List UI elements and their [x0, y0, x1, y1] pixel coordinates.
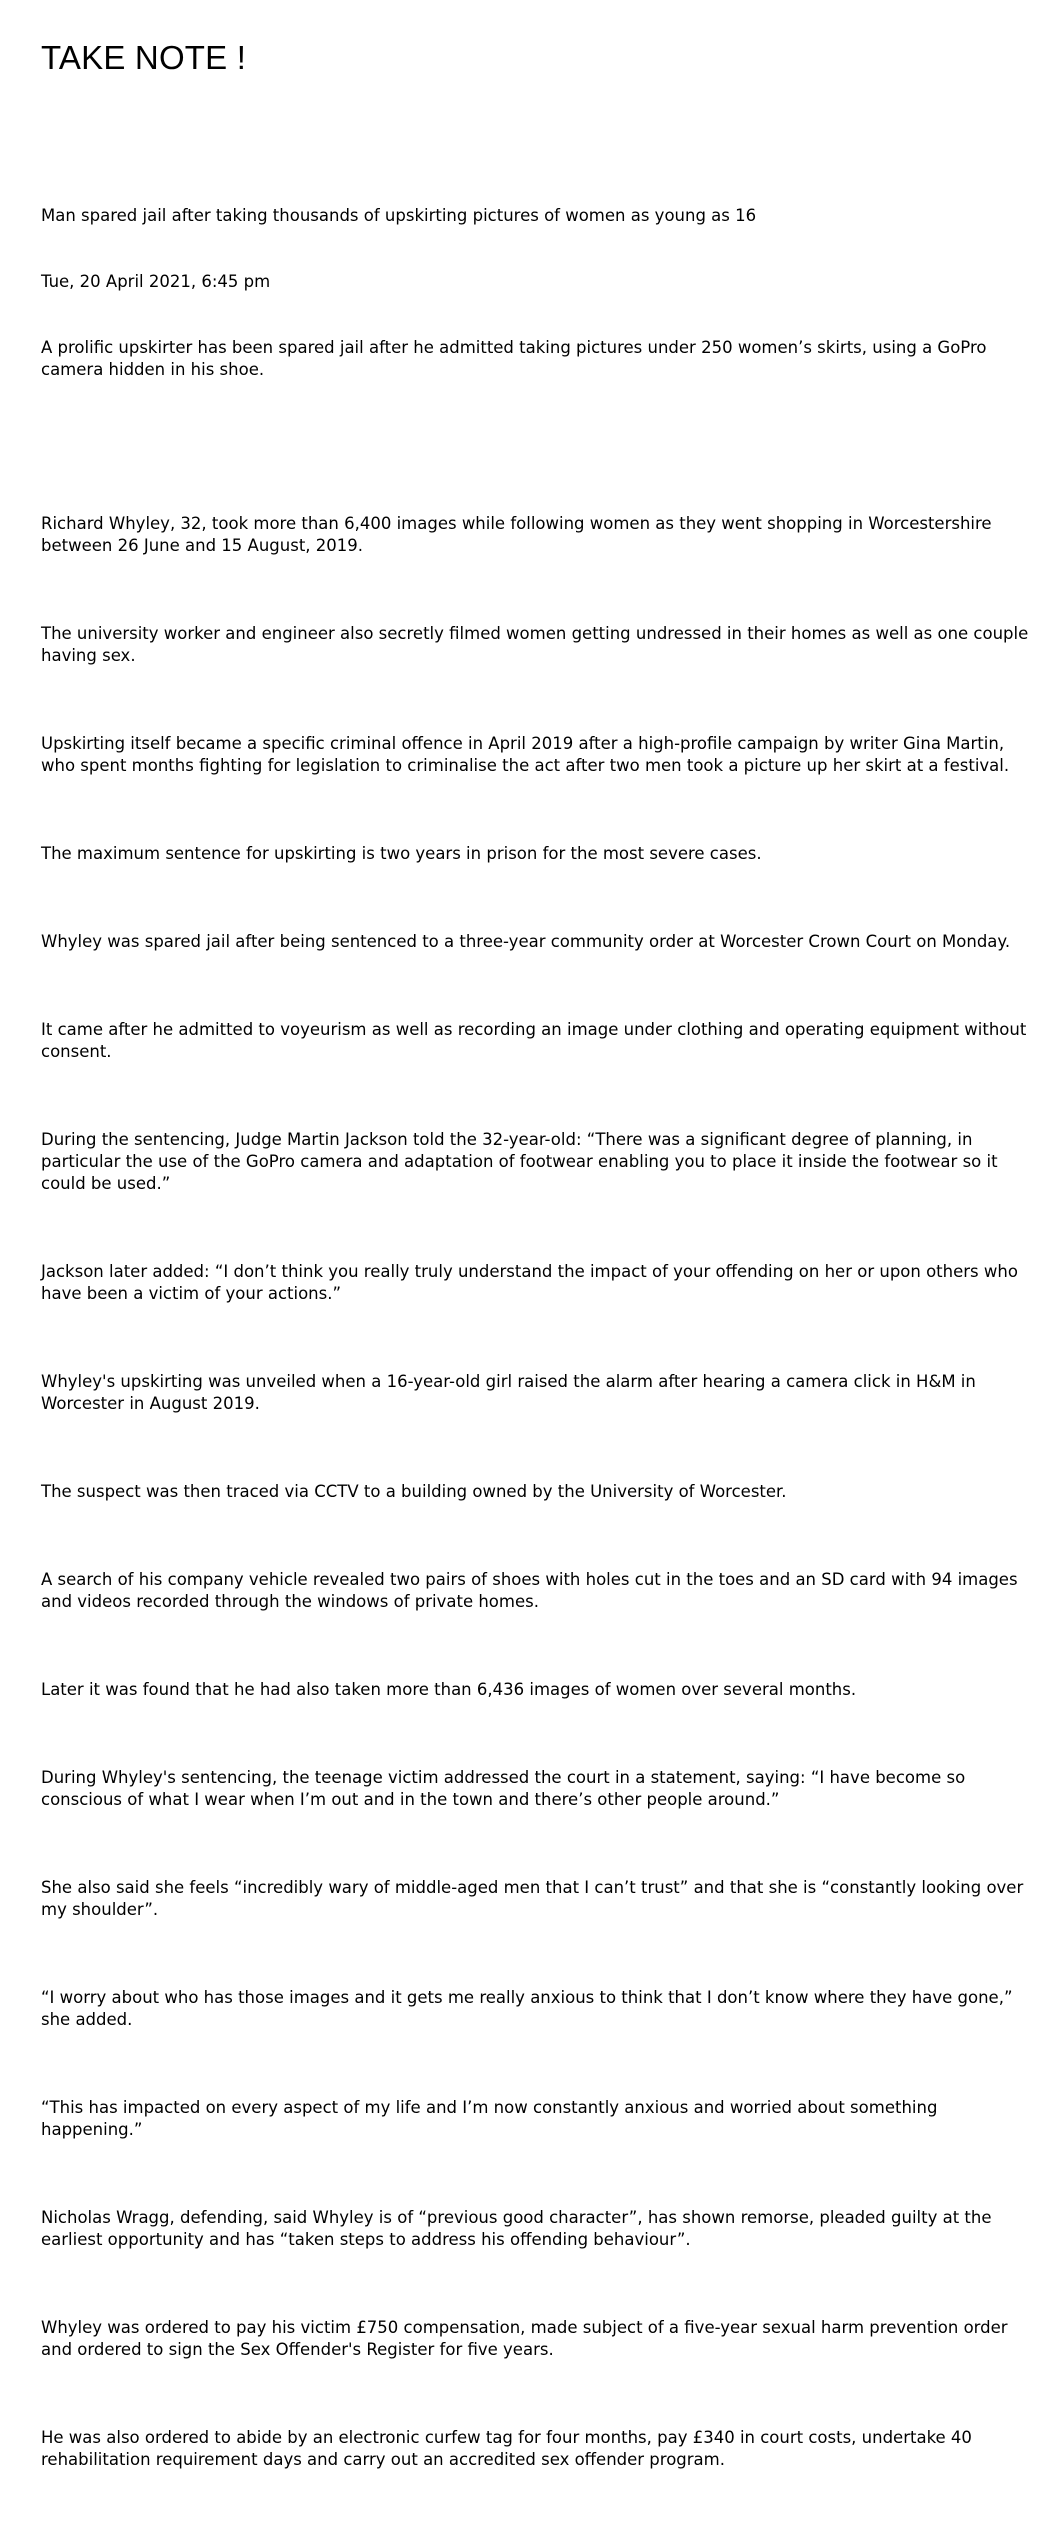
paragraph: Richard Whyley, 32, took more than 6,400 images while following women as they went shopping in Worcestershire between 26 June and 15 August, 2019.: [41, 514, 997, 555]
paragraph: During Whyley's sentencing, the teenage victim addressed the court in a statement, saying: “I have become so conscious of what I wear when I’m out and in the town and there’s other people around.”: [41, 1768, 971, 1809]
paragraph: Whyley was spared jail after being sentenced to a three-year community order at Worcester Crown Court on Monday.: [41, 932, 1011, 951]
paragraph: Nicholas Wragg, defending, said Whyley is of “previous good character”, has shown remorse, pleaded guilty at the earliest opportunity and has “taken steps to address his offending behaviour”.: [41, 2208, 997, 2249]
paragraph: Whyley's upskirting was unveiled when a 16-year-old girl raised the alarm after hearing a camera click in H&M in Worcester in August 2019.: [41, 1372, 982, 1413]
article-body: [41, 117, 1034, 2537]
paragraph: She also said she feels “incredibly wary of middle-aged men that I can’t trust” and that she is “constantly looking over my shoulder”.: [41, 1878, 1029, 1919]
article-header: [41, 161, 1031, 425]
article-date: Tue, 20 April 2021, 6:45 pm: [41, 272, 271, 291]
article-headline: Man spared jail after taking thousands of upskirting pictures of women as young as 16: [41, 206, 757, 225]
paragraph: The maximum sentence for upskirting is two years in prison for the most severe cases.: [41, 844, 762, 863]
paragraph: Upskirting itself became a specific criminal offence in April 2019 after a high-profile campaign by writer Gina Martin, who spent months fighting for legislation to criminalise the act after two men took a picture up her skirt at a festival.: [41, 734, 1010, 775]
paragraph: Jackson later added: “I don’t think you really truly understand the impact of your offending on her or upon others who have been a victim of your actions.”: [41, 1262, 1024, 1303]
paragraph: The suspect was then traced via CCTV to a building owned by the University of Worcester.: [41, 1482, 787, 1501]
paragraph: He was also ordered to abide by an electronic curfew tag for four months, pay £340 in court costs, undertake 40 rehabilitation requirement days and carry out an accredited sex offender program.: [41, 2428, 978, 2469]
paragraph: The university worker and engineer also secretly filmed women getting undressed in their homes as well as one couple having sex.: [41, 624, 1034, 665]
paragraph: Whyley was ordered to pay his victim £750 compensation, made subject of a five-year sexual harm prevention order and ordered to sign the Sex Offender's Register for five years.: [41, 2318, 1013, 2359]
paragraph: A search of his company vehicle revealed two pairs of shoes with holes cut in the toes and an SD card with 94 images and videos recorded through the windows of private homes.: [41, 1570, 1023, 1611]
page-title: TAKE NOTE !: [41, 39, 247, 76]
paragraph: Later it was found that he had also taken more than 6,436 images of women over several months.: [41, 1680, 857, 1699]
paragraph: “I worry about who has those images and it gets me really anxious to think that I don’t know where they have gone,” she added.: [41, 1988, 1018, 2029]
paragraph: It came after he admitted to voyeurism as well as recording an image under clothing and operating equipment without consent.: [41, 1020, 1032, 1061]
article-lead: A prolific upskirter has been spared jail after he admitted taking pictures under 250 women’s skirts, using a GoPro camera hidden in his shoe.: [41, 338, 992, 379]
paragraph: “This has impacted on every aspect of my life and I’m now constantly anxious and worried about something happening.”: [41, 2098, 943, 2139]
document-page: [41, 36, 1034, 2537]
paragraph: During the sentencing, Judge Martin Jackson told the 32-year-old: “There was a significant degree of planning, in particular the use of the GoPro camera and adaptation of footwear enabling you to place it inside the footwear so it could be used.”: [41, 1130, 1003, 1193]
